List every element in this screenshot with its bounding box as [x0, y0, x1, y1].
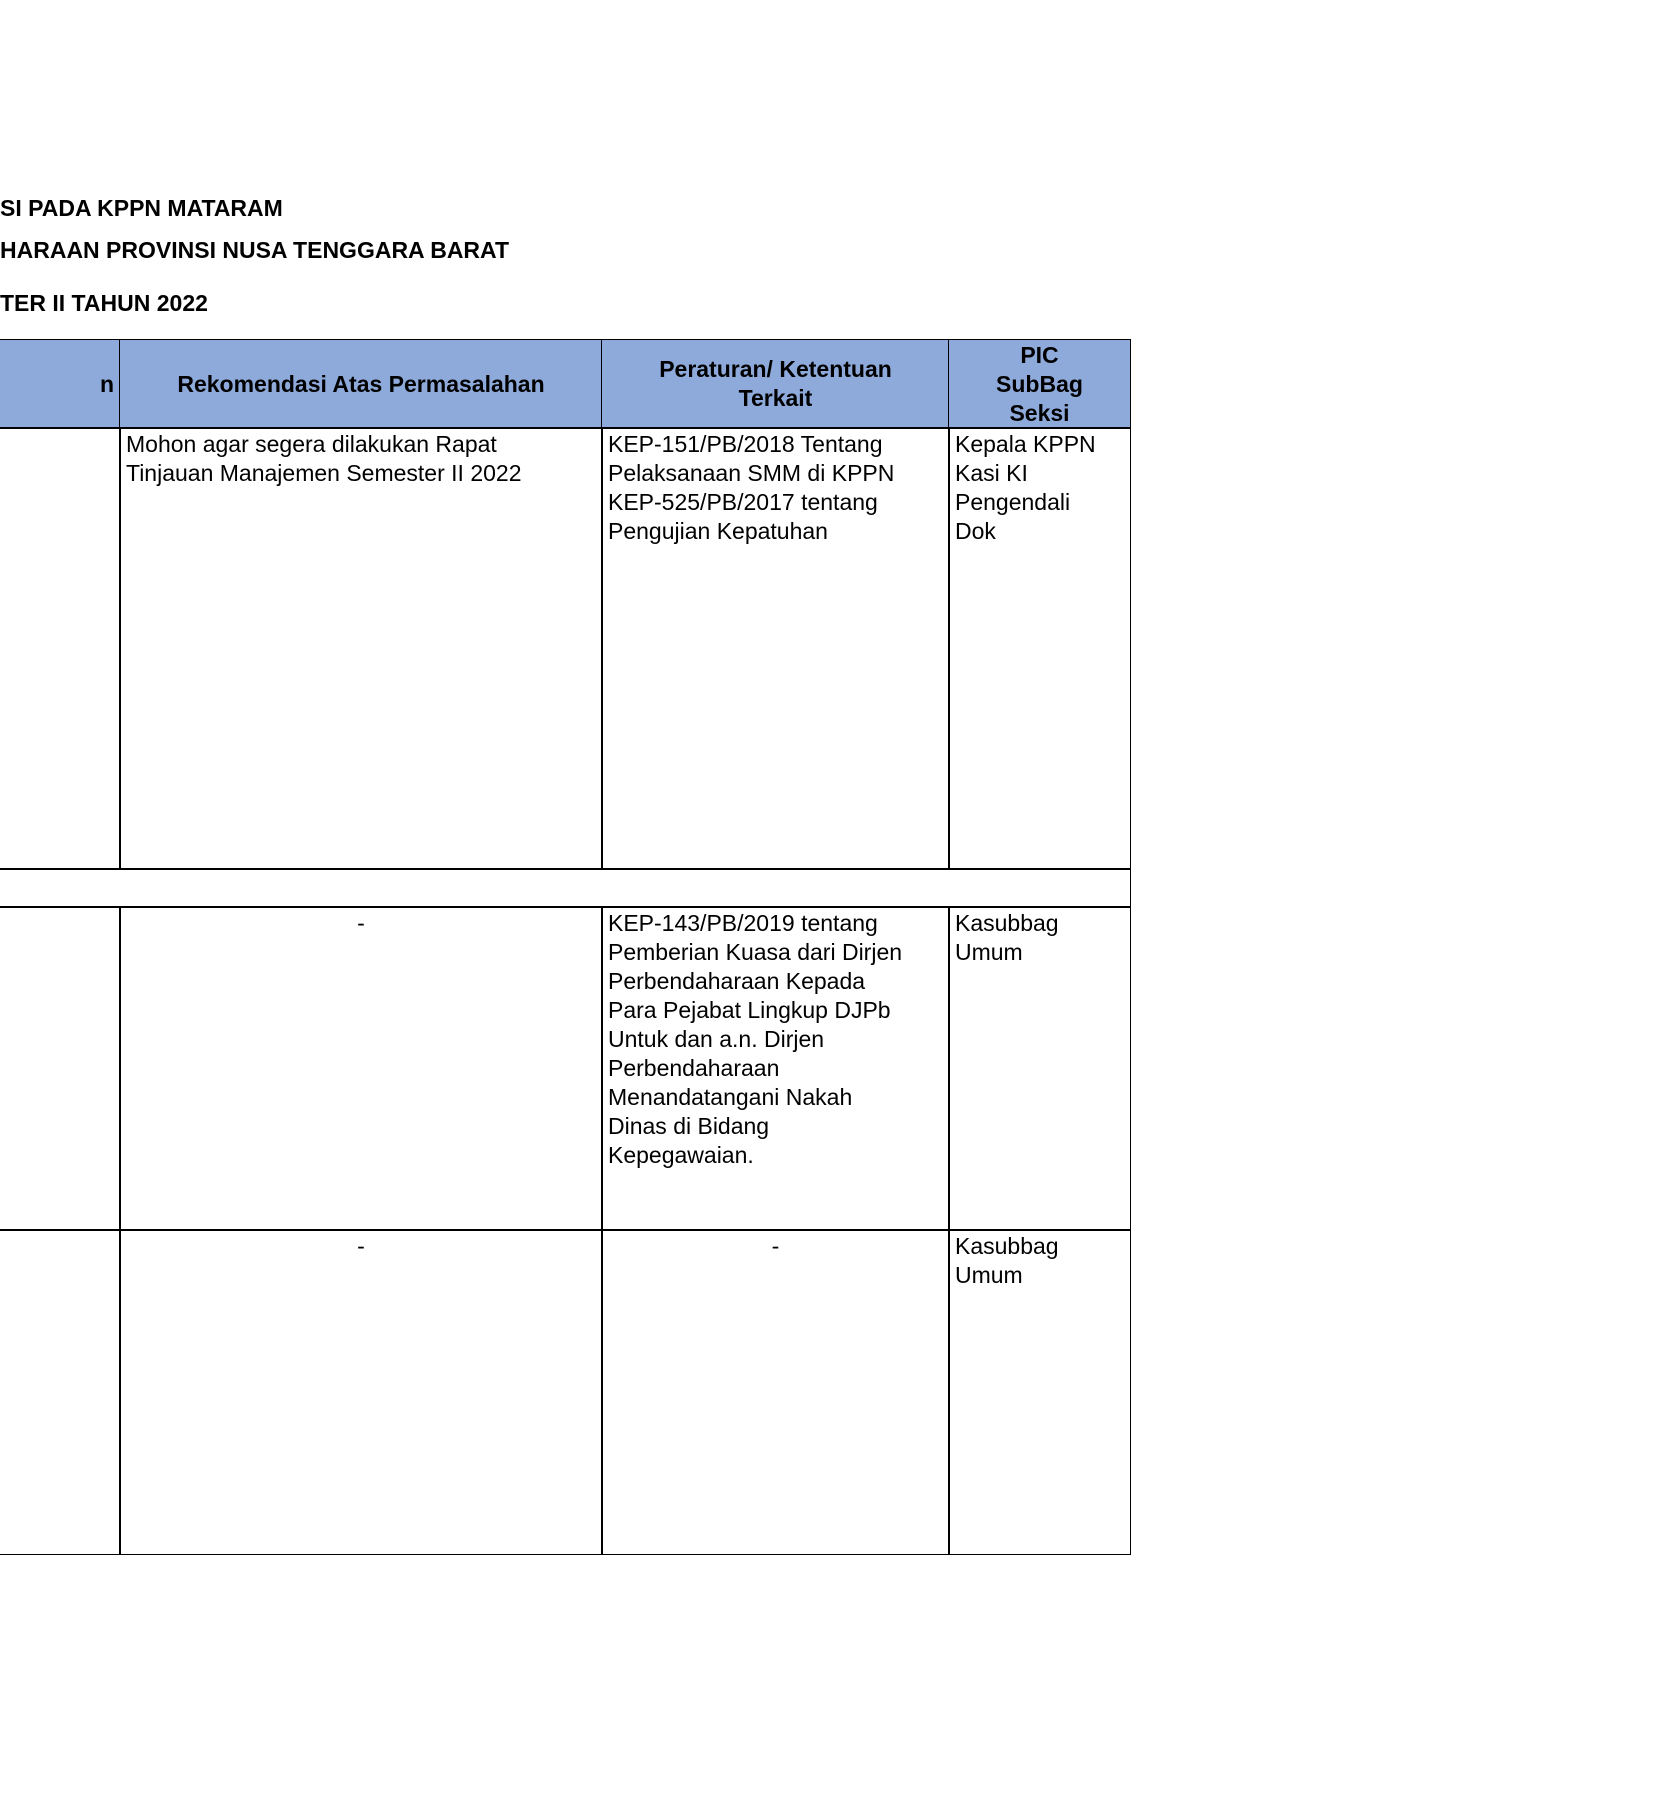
table-row-1-permasalahan	[0, 427, 121, 870]
table-row-1-peraturan: KEP-151/PB/2018 Tentang Pelaksanaan SMM di KPPN KEP-525/PB/2017 tentang Pengujian Kepatuhan	[601, 427, 950, 870]
header-pic: PIC SubBag Seksi	[948, 339, 1131, 429]
report-title-line-2: HARAAN PROVINSI NUSA TENGGARA BARAT	[0, 237, 509, 263]
header-peraturan: Peraturan/ Ketentuan Terkait	[601, 339, 950, 429]
report-title-line-3: TER II TAHUN 2022	[0, 290, 208, 316]
table-group-row	[0, 868, 1131, 908]
table-row-3-pic: Kasubbag Umum	[948, 1229, 1131, 1555]
table-row-3-permasalahan	[0, 1229, 121, 1555]
table-row-1-pic: Kepala KPPN Kasi KI Pengendali Dok	[948, 427, 1131, 870]
table-row-1-rekomendasi: Mohon agar segera dilakukan Rapat Tinjauan Manajemen Semester II 2022	[119, 427, 603, 870]
table-row-2-pic: Kasubbag Umum	[948, 906, 1131, 1231]
table-row-2-peraturan: KEP-143/PB/2019 tentang Pemberian Kuasa dari Dirjen Perbendaharaan Kepada Para Pejabat Lingkup DJPb Untuk dan a.n. Dirjen Perbendaharaan Menandatangani Nakah Dinas di Bidang Kepegawaian.	[601, 906, 950, 1231]
table-row-2-permasalahan	[0, 906, 121, 1231]
header-rekomendasi: Rekomendasi Atas Permasalahan	[119, 339, 603, 429]
table-row-3-rekomendasi: -	[119, 1229, 603, 1555]
table-row-2-rekomendasi: -	[119, 906, 603, 1231]
report-title-line-1: SI PADA KPPN MATARAM	[0, 195, 283, 221]
table-row-3-peraturan: -	[601, 1229, 950, 1555]
header-permasalahan: n	[0, 339, 121, 429]
